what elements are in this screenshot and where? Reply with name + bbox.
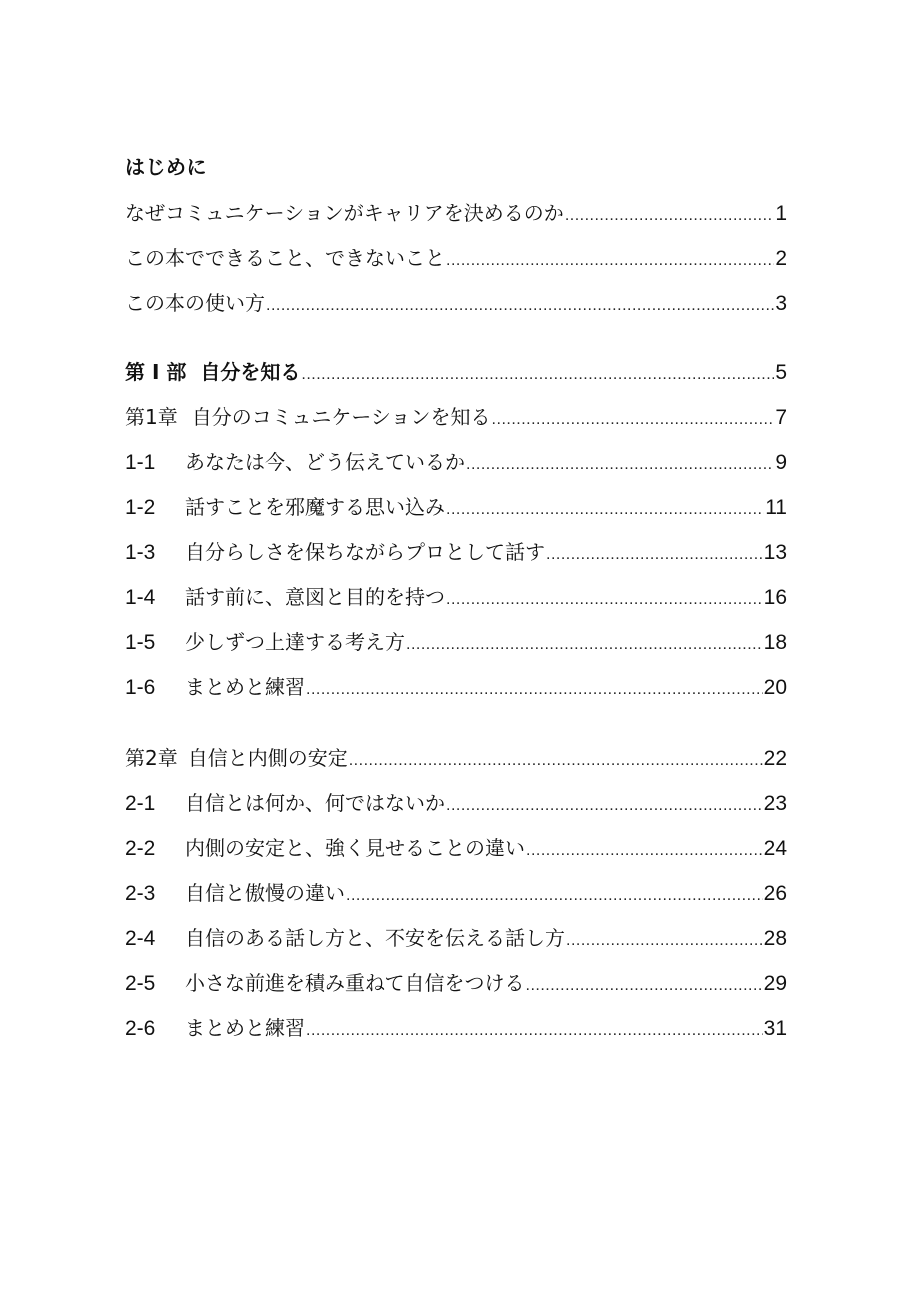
dot-leader [446, 790, 763, 822]
dot-leader [266, 290, 774, 322]
page-number: 9 [775, 451, 787, 474]
dot-leader [466, 449, 774, 481]
section-title: 自分らしさを保ちながらプロとして話す [185, 540, 545, 564]
entry-title: この本でできること、できないこと [125, 246, 445, 270]
dot-leader [306, 1015, 763, 1047]
dot-leader [406, 629, 763, 661]
toc-entry-chapter-2[interactable] [125, 742, 787, 787]
section-title: 小さな前進を積み重ねて自信をつける [185, 971, 525, 995]
toc-entry-chapter-1[interactable] [125, 401, 787, 446]
toc-entry-section-2-6[interactable] [125, 1012, 787, 1057]
section-number: 2-1 [125, 792, 156, 815]
section-number: 2-4 [125, 927, 156, 950]
page-number: 31 [763, 1017, 787, 1040]
toc-entry-intro-1[interactable] [125, 197, 787, 242]
toc-entry-section-1-6[interactable] [125, 671, 787, 716]
section-number: 1-1 [125, 451, 156, 474]
section-number: 1-2 [125, 496, 156, 519]
page-number: 2 [775, 247, 787, 270]
dot-leader [526, 835, 763, 867]
chapter-label: 第2章 [125, 746, 178, 770]
spacer [125, 716, 787, 742]
section-title: 話す前に、意図と目的を持つ [185, 585, 445, 609]
toc-entry-section-1-2[interactable] [125, 491, 787, 536]
page-number: 13 [763, 541, 787, 564]
dot-leader [446, 494, 764, 526]
page-number: 3 [775, 292, 787, 315]
entry-title: この本の使い方 [125, 291, 265, 315]
section-number: 2-3 [125, 882, 156, 905]
page-number: 7 [775, 406, 787, 429]
page-number: 1 [775, 202, 787, 225]
page-number: 28 [763, 927, 787, 950]
toc-entry-section-2-1[interactable] [125, 787, 787, 832]
section-number: 1-5 [125, 631, 156, 654]
dot-leader [446, 245, 774, 277]
page-number: 11 [765, 496, 787, 519]
dot-leader [301, 359, 774, 391]
dot-leader [306, 674, 763, 706]
section-title: あなたは今、どう伝えているか [185, 450, 465, 474]
toc-entry-section-1-1[interactable] [125, 446, 787, 491]
toc-entry-section-2-2[interactable] [125, 832, 787, 877]
section-number: 1-3 [125, 541, 156, 564]
section-title: 内側の安定と、強く見せることの違い [185, 836, 525, 860]
dot-leader [526, 970, 763, 1002]
section-number: 2-6 [125, 1017, 156, 1040]
section-title: 自信とは何か、何ではないか [185, 791, 445, 815]
toc-entry-intro-3[interactable] [125, 287, 787, 332]
section-title: まとめと練習 [185, 1016, 305, 1040]
chapter-label: 第1章 [125, 405, 178, 429]
page-number: 23 [763, 792, 787, 815]
section-title: まとめと練習 [185, 675, 305, 699]
page-number: 16 [763, 586, 787, 609]
dot-leader [546, 539, 763, 571]
section-number: 1-4 [125, 586, 156, 609]
page-number: 18 [763, 631, 787, 654]
table-of-contents [125, 150, 787, 1057]
intro-heading: はじめに [125, 155, 207, 179]
section-title: 自信のある話し方と、不安を伝える話し方 [185, 926, 565, 950]
spacer [125, 332, 787, 356]
dot-leader [565, 200, 775, 232]
toc-entry-section-2-5[interactable] [125, 967, 787, 1012]
toc-entry-section-2-3[interactable] [125, 877, 787, 922]
page-number: 22 [763, 747, 787, 770]
chapter-title: 自信と内側の安定 [187, 746, 348, 770]
section-number: 2-2 [125, 837, 156, 860]
toc-entry-section-1-3[interactable] [125, 536, 787, 581]
part-title: 自分を知る [200, 360, 301, 384]
section-title: 話すことを邪魔する思い込み [185, 495, 445, 519]
dot-leader [349, 745, 763, 777]
toc-entry-section-1-4[interactable] [125, 581, 787, 626]
part-label: 第 I 部 [125, 360, 187, 384]
toc-entry-intro-2[interactable] [125, 242, 787, 287]
toc-entry-part-1[interactable] [125, 356, 787, 401]
page-number: 20 [763, 676, 787, 699]
toc-entry-section-1-5[interactable] [125, 626, 787, 671]
section-title: 自信と傲慢の違い [185, 881, 345, 905]
page-number: 5 [775, 361, 787, 384]
dot-leader [492, 404, 775, 436]
page-number: 24 [763, 837, 787, 860]
section-number: 2-5 [125, 972, 156, 995]
dot-leader [446, 584, 763, 616]
entry-title: なぜコミュニケーションがキャリアを決めるのか [125, 201, 564, 225]
section-number: 1-6 [125, 676, 156, 699]
page-number: 29 [763, 972, 787, 995]
toc-entry-section-2-4[interactable] [125, 922, 787, 967]
page-number: 26 [763, 882, 787, 905]
section-title: 少しずつ上達する考え方 [185, 630, 405, 654]
dot-leader [566, 925, 763, 957]
dot-leader [346, 880, 763, 912]
chapter-title: 自分のコミュニケーションを知る [191, 405, 491, 429]
